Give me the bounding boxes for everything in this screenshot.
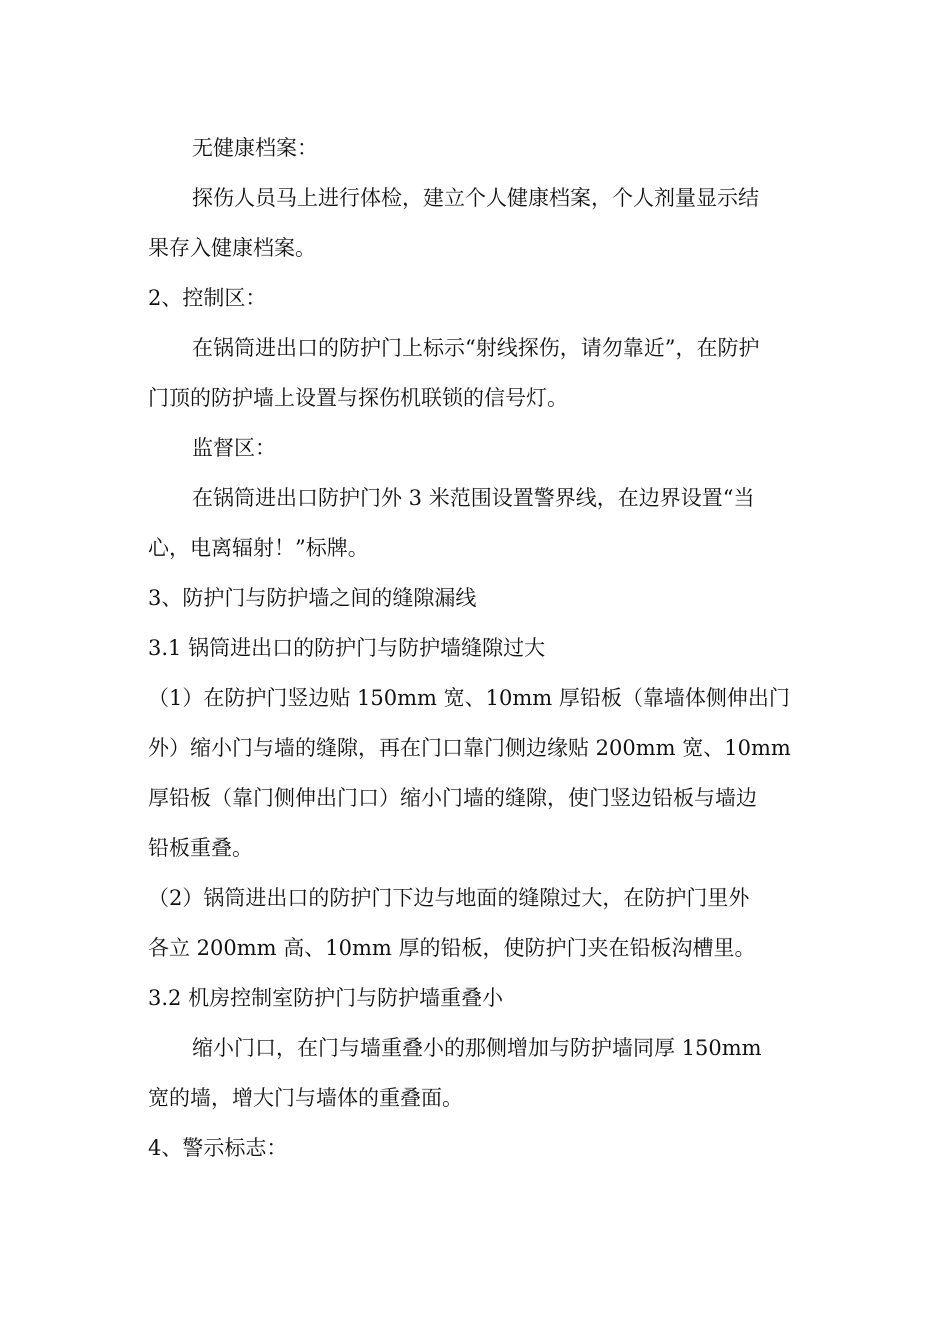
- section-heading: 3、防护门与防护墙之间的缝隙漏线: [148, 586, 477, 610]
- text-line: 铅板重叠。: [148, 836, 253, 860]
- text-line: （2）锅筒进出口的防护门下边与地面的缝隙过大，在防护门里外: [148, 886, 750, 910]
- section-heading: 4、警示标志：: [148, 1136, 288, 1160]
- subsection-heading: 3.2 机房控制室防护门与防护墙重叠小: [148, 986, 504, 1010]
- document-body: [148, 123, 800, 1173]
- text-line: 门顶的防护墙上设置与探伤机联锁的信号灯。: [148, 386, 568, 410]
- text-line: （1）在防护门竖边贴 150mm 宽、10mm 厚铅板（靠墙体侧伸出门: [148, 686, 790, 710]
- text-line: 外）缩小门与墙的缝隙，再在门口靠门侧边缘贴 200mm 宽、10mm: [148, 736, 791, 760]
- text-line: 宽的墙，增大门与墙体的重叠面。: [148, 1086, 463, 1110]
- text-line: 缩小门口，在门与墙重叠小的那侧增加与防护墙同厚 150mm: [192, 1036, 762, 1060]
- text-line: 各立 200mm 高、10mm 厚的铅板，使防护门夹在铅板沟槽里。: [148, 936, 756, 960]
- text-line: 心，电离辐射！”标牌。: [148, 536, 369, 560]
- text-line: 厚铅板（靠门侧伸出门口）缩小门墙的缝隙，使门竖边铅板与墙边: [148, 786, 757, 810]
- text-line: 在锅筒进出口防护门外 3 米范围设置警界线，在边界设置“当: [192, 486, 755, 510]
- section-heading: 2、控制区：: [148, 286, 267, 310]
- text-line: 监督区：: [192, 436, 276, 460]
- text-line: 果存入健康档案。: [148, 236, 316, 260]
- text-line: 在锅筒进出口的防护门上标示“射线探伤，请勿靠近”，在防护: [192, 336, 760, 360]
- text-line: 无健康档案：: [192, 136, 318, 160]
- text-line: 探伤人员马上进行体检，建立个人健康档案，个人剂量显示结: [192, 186, 759, 210]
- subsection-heading: 3.1 锅筒进出口的防护门与防护墙缝隙过大: [148, 636, 546, 660]
